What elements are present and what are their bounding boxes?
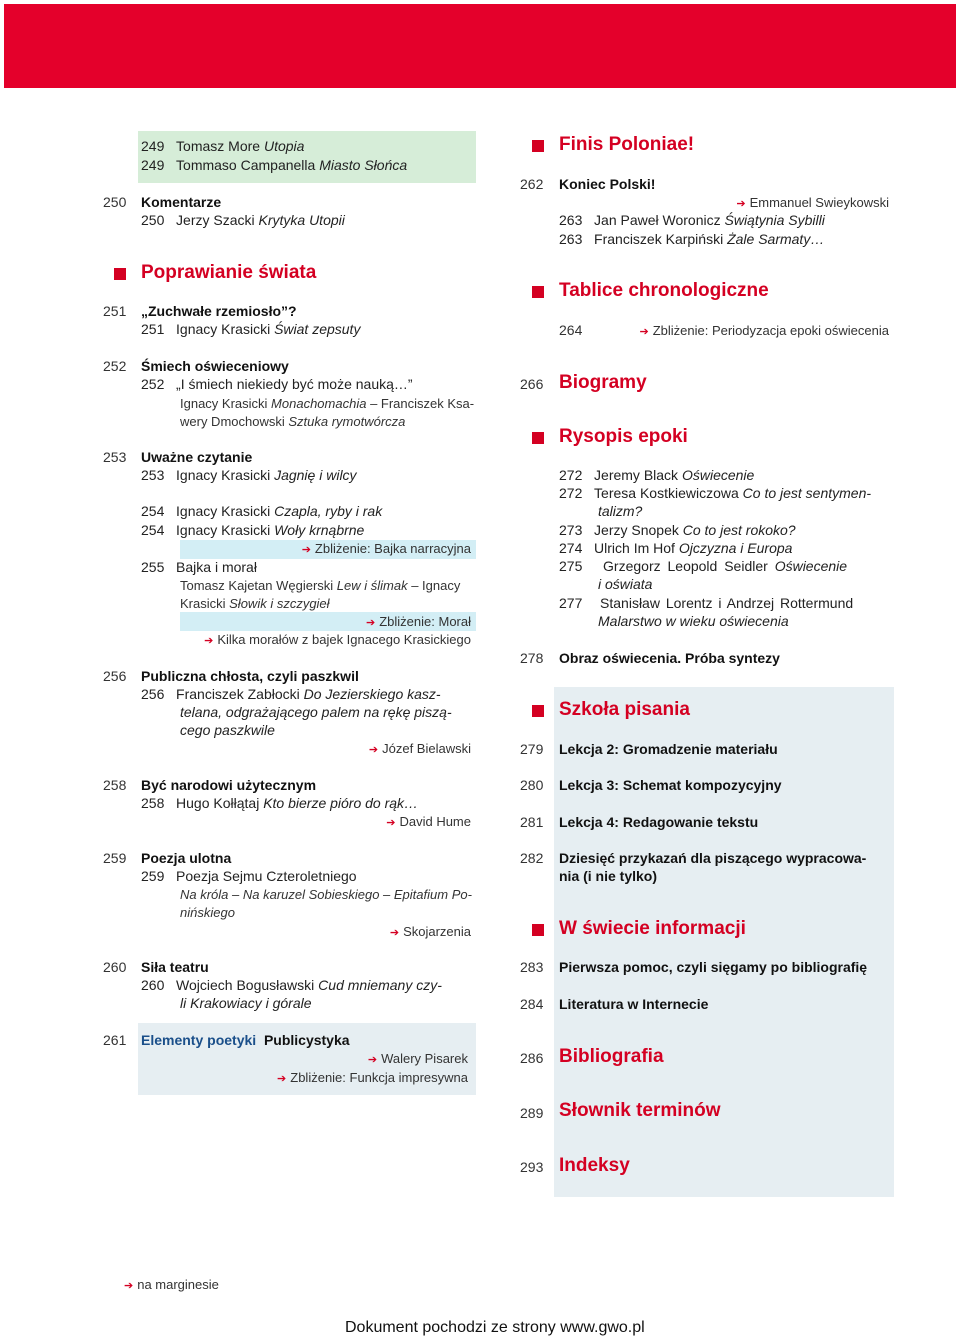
page-261: 261 [103, 1032, 127, 1048]
entry-255-detail2: Krasicki Słowik i szczygieł [180, 596, 330, 611]
entry-280: Lekcja 3: Schemat kompozycyjny [559, 777, 782, 793]
entry-256-zablocki: 256 Franciszek Zabłocki Do Jezierskiego kasz- [141, 686, 441, 702]
arrow-icon: ➔ [368, 744, 379, 756]
entry-251-krasicki: 251 Ignacy Krasicki Świat zepsuty [141, 321, 361, 337]
margin-funkcja: ➔ Zbliżenie: Funkcja impresywna [277, 1070, 468, 1085]
entry-250-szacki: 250 Jerzy Szacki Krytyka Utopii [141, 212, 345, 228]
section-finis: Finis Poloniae! [559, 134, 695, 155]
entry-272-kostkiewiczowa: 272 Teresa Kostkiewiczowa Co to jest sentymen- [559, 485, 872, 501]
page-266: 266 [520, 376, 544, 392]
entry-278-obraz: Obraz oświecenia. Próba syntezy [559, 650, 780, 666]
arrow-icon: ➔ [367, 1054, 378, 1066]
entry-249-campanella: 249 Tommaso Campanella Miasto Słońca [141, 157, 408, 173]
entry-277-cont: Malarstwo w wieku oświecenia [598, 613, 789, 629]
entry-255-bajka: 255 Bajka i morał [141, 559, 257, 575]
section-marker [532, 286, 544, 298]
entry-256-cont1: telana, odgrażającego palem na rękę piszą- [180, 704, 452, 720]
section-rysopis: Rysopis epoki [559, 426, 688, 447]
entry-253-uwazne: Uważne czytanie [141, 449, 253, 465]
entry-253-jagnie: 253 Ignacy Krasicki Jagnię i wilcy [141, 467, 357, 483]
margin-moral: ➔ Zbliżenie: Morał [366, 614, 471, 629]
entry-256-cont2: cego paszkwile [180, 722, 275, 738]
entry-252-sub: 252 „I śmiech niekiedy być może nauką…” [141, 376, 413, 392]
section-bibliografia: Bibliografia [559, 1046, 664, 1067]
arrow-icon: ➔ [204, 635, 214, 647]
page-283: 283 [520, 959, 544, 975]
section-biogramy: Biogramy [559, 372, 647, 393]
entry-254-woly: 254 Ignacy Krasicki Woły krnąbrne [141, 522, 365, 538]
entry-251-zuchwale: „Zuchwałe rzemiosło”? [141, 303, 297, 319]
page-279: 279 [520, 741, 544, 757]
entry-260-cont: li Krakowiacy i górale [180, 995, 312, 1011]
entry-272-black: 272 Jeremy Black Oświecenie [559, 467, 755, 483]
entry-277-lorentz: 277 Stanisław Lorentz i Andrzej Rottermund [559, 595, 854, 611]
entry-283: Pierwsza pomoc, czyli sięgamy po bibliografię [559, 959, 868, 975]
entry-279: Lekcja 2: Gromadzenie materiału [559, 741, 778, 757]
section-marker [532, 705, 544, 717]
section-poprawianie: Poprawianie świata [141, 262, 317, 283]
margin-kilka: ➔ Kilka morałów z bajek Ignacego Krasickiego [204, 632, 471, 647]
entry-259-sejm: 259 Poezja Sejmu Czteroletniego [141, 868, 357, 884]
page-286: 286 [520, 1050, 544, 1066]
entry-263-woronicz: 263 Jan Paweł Woronicz Świątynia Sybilli [559, 212, 825, 228]
entry-260-sila: Siła teatru [141, 959, 209, 975]
page-281: 281 [520, 814, 544, 830]
section-slownik: Słownik terminów [559, 1100, 721, 1121]
entry-274-imhof: 274 Ulrich Im Hof Ojczyzna i Europa [559, 540, 793, 556]
section-marker [532, 924, 544, 936]
entry-256-chlosta: Publiczna chłosta, czyli paszkwil [141, 668, 359, 684]
entry-275-seidler: 275 Grzegorz Leopold Seidler Oświecenie [559, 558, 848, 574]
page-264: 264 [559, 322, 583, 338]
entry-254-czapla: 254 Ignacy Krasicki Czapla, ryby i rak [141, 503, 383, 519]
page-278: 278 [520, 650, 544, 666]
section-wswiecie: W świecie informacji [559, 918, 746, 939]
page-282: 282 [520, 850, 544, 866]
page-262: 262 [520, 176, 544, 192]
arrow-icon: ➔ [301, 544, 311, 556]
page-256: 256 [103, 668, 127, 684]
arrow-icon: ➔ [277, 1073, 287, 1085]
section-marker [532, 432, 544, 444]
entry-275-cont: i oświata [598, 576, 653, 592]
arrow-icon: ➔ [124, 1280, 134, 1292]
arrow-icon: ➔ [389, 927, 400, 939]
margin-swieykowski: ➔ Emmanuel Swieykowski [736, 195, 889, 210]
entry-261: Elementy poetyki Publicystyka [141, 1032, 350, 1048]
arrow-icon: ➔ [736, 198, 746, 210]
section-indeksy: Indeksy [559, 1155, 630, 1176]
section-tablice: Tablice chronologiczne [559, 280, 769, 301]
top-red-banner [4, 4, 956, 88]
page-284: 284 [520, 996, 544, 1012]
page-280: 280 [520, 777, 544, 793]
entry-259-poezja: Poezja ulotna [141, 850, 232, 866]
entry-272-cont: talizm? [598, 503, 643, 519]
entry-273-snopek: 273 Jerzy Snopek Co to jest rokoko? [559, 522, 796, 538]
page-258: 258 [103, 777, 127, 793]
arrow-icon: ➔ [366, 617, 376, 629]
margin-periodyzacja: ➔ Zbliżenie: Periodyzacja epoki oświecenia [639, 323, 889, 338]
page-253: 253 [103, 449, 127, 465]
page-252: 252 [103, 358, 127, 374]
entry-252-detail1: Ignacy Krasicki Monachomachia – Franciszek Ksa- [180, 396, 475, 411]
page-250: 250 [103, 194, 127, 210]
arrow-icon: ➔ [386, 817, 396, 829]
margin-bajka: ➔ Zbliżenie: Bajka narracyjna [301, 541, 471, 556]
entry-282-cont: nia (i nie tylko) [559, 868, 658, 884]
page-251: 251 [103, 303, 127, 319]
margin-bielawski: ➔ Józef Bielawski [368, 741, 471, 756]
entry-252-detail2: wery Dmochowski Sztuka rymotwórcza [180, 414, 406, 429]
entry-263-karpinski: 263 Franciszek Karpiński Żale Sarmaty… [559, 231, 825, 247]
page-293: 293 [520, 1159, 544, 1175]
entry-284: Literatura w Internecie [559, 996, 709, 1012]
entry-258-byc: Być narodowi użytecznym [141, 777, 317, 793]
entry-255-detail1: Tomasz Kajetan Węgierski Lew i ślimak – Ignacy [180, 578, 461, 593]
section-marker [114, 268, 126, 280]
margin-skojarzenia: ➔ Skojarzenia [389, 924, 471, 939]
section-marker [532, 140, 544, 152]
footer-source[interactable]: Dokument pochodzi ze strony www.gwo.pl [345, 1319, 645, 1336]
entry-249-more: 249 Tomasz More Utopia [141, 138, 305, 154]
arrow-icon: ➔ [639, 326, 649, 338]
page-259: 259 [103, 850, 127, 866]
entry-260-boguslawski: 260 Wojciech Bogusławski Cud mniemany czy- [141, 977, 442, 993]
entry-250-komentarze: Komentarze [141, 194, 222, 210]
entry-259-detail2: nińskiego [180, 905, 235, 920]
entry-282: Dziesięć przykazań dla piszącego wypracowa- [559, 850, 867, 866]
entry-259-detail1: Na króla – Na karuzel Sobieskiego – Epitafium Po- [180, 887, 472, 902]
entry-262-koniec: Koniec Polski! [559, 176, 656, 192]
margin-hume: ➔ David Hume [386, 814, 471, 829]
legend-margin: ➔ na marginesie [124, 1277, 219, 1292]
margin-pisarek: ➔ Walery Pisarek [367, 1051, 468, 1066]
entry-252-smiech: Śmiech oświeceniowy [141, 358, 289, 374]
page-289: 289 [520, 1105, 544, 1121]
entry-281: Lekcja 4: Redagowanie tekstu [559, 814, 759, 830]
entry-258-kollataj: 258 Hugo Kołłątaj Kto bierze pióro do rąk… [141, 795, 419, 811]
page-260: 260 [103, 959, 127, 975]
section-szkola: Szkoła pisania [559, 699, 690, 720]
